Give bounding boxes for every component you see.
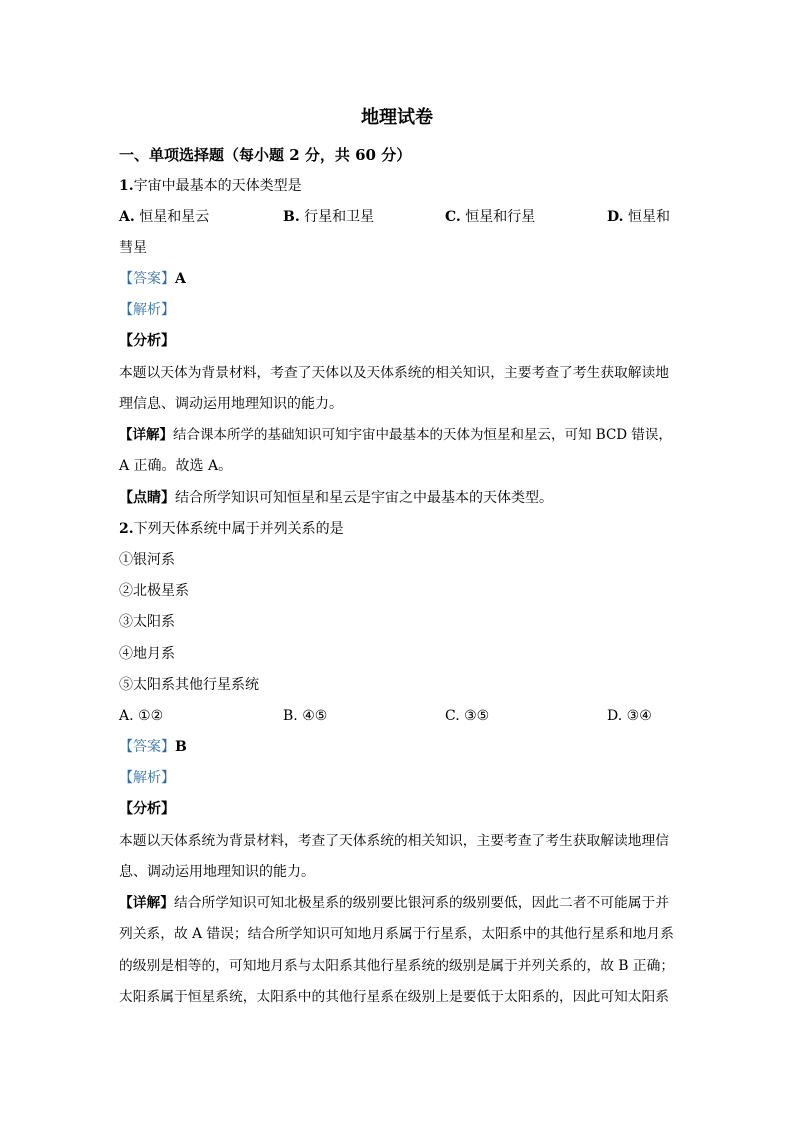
question-number: 1. — [119, 178, 134, 194]
option-letter: B. — [283, 209, 300, 225]
q2-item-1: ①银河系 — [119, 552, 175, 568]
detail-label: 【详解】 — [119, 427, 173, 443]
question-1-stem — [119, 176, 302, 196]
option-text: 恒星和行星 — [465, 209, 536, 225]
option-text: ①② — [138, 708, 164, 724]
q2-option-c — [445, 706, 489, 726]
q1-tip — [119, 488, 553, 508]
option-letter: D. — [607, 209, 624, 225]
q2-detail-2: 列关系，故 A 错误；结合所学知识可知地月系属于行星系，太阳系中的其他行星系和地月系 — [119, 926, 674, 942]
option-letter: A. — [119, 209, 135, 225]
option-letter: B. — [283, 708, 298, 724]
q2-item-2: ②北极星系 — [119, 583, 189, 599]
q2-fenxi-text-2: 息、调动运用地理知识的能力。 — [119, 864, 315, 880]
q1-analysis-label: 【解析】 — [119, 302, 175, 318]
q1-answer — [119, 269, 186, 289]
option-text: ③⑤ — [464, 708, 490, 724]
q2-option-d — [607, 706, 652, 726]
option-letter: D. — [607, 708, 623, 724]
option-text: ④⑤ — [302, 708, 328, 724]
q1-option-a — [119, 207, 209, 227]
q2-detail-4: 太阳系属于恒星系统，太阳系中的其他行星系在级别上是要低于太阳系的，因此可知太阳系 — [119, 989, 670, 1005]
q1-fenxi-text-2: 理信息、调动运用地理知识的能力。 — [119, 396, 343, 412]
q1-detail-2: A 正确。故选 A。 — [119, 458, 233, 474]
q2-detail-1 — [119, 893, 669, 913]
q2-item-5: ⑤太阳系其他行星系统 — [119, 677, 259, 693]
detail-label: 【详解】 — [119, 895, 175, 911]
q2-answer — [119, 737, 187, 757]
option-letter: A. — [119, 708, 134, 724]
q1-fenxi-text-1: 本题以天体为背景材料，考查了天体以及天体系统的相关知识，主要考查了考生获取解读地 — [119, 365, 670, 381]
q2-fenxi-label: 【分析】 — [119, 801, 175, 817]
q1-detail-1 — [119, 425, 672, 445]
answer-value: A — [175, 271, 186, 287]
tip-text: 结合所学知识可知恒星和星云是宇宙之中最基本的天体类型。 — [175, 490, 553, 506]
answer-label: 【答案】 — [119, 271, 175, 287]
q2-analysis-label: 【解析】 — [119, 770, 175, 786]
q2-detail-3: 的级别是相等的，可知地月系与太阳系其他行星系统的级别是属于并列关系的，故 B 正确； — [119, 958, 675, 974]
option-text: 恒星和星云 — [139, 209, 210, 225]
answer-label: 【答案】 — [119, 739, 175, 755]
option-letter: C. — [445, 209, 461, 225]
q1-option-c — [445, 207, 535, 227]
option-text: ③④ — [626, 708, 652, 724]
q2-item-3: ③太阳系 — [119, 614, 175, 630]
page-title: 地理试卷 — [361, 107, 433, 128]
question-number: 2. — [119, 521, 134, 537]
detail-text: 结合所学知识可知北极星系的级别要比银河系的级别要低，因此二者不可能属于并 — [174, 895, 670, 911]
q1-fenxi-label: 【分析】 — [119, 333, 175, 349]
q2-option-a — [119, 706, 163, 726]
option-letter: C. — [445, 708, 460, 724]
option-text: 恒星和 — [627, 209, 670, 225]
detail-text: 结合课本所学的基础知识可知宇宙中最基本的天体为恒星和星云，可知 BCD 错误， — [173, 427, 672, 443]
answer-value: B — [175, 739, 187, 755]
q1-option-d-continued: 彗星 — [119, 240, 147, 256]
q2-item-4: ④地月系 — [119, 646, 175, 662]
q1-option-d — [607, 207, 670, 227]
q1-option-b — [283, 207, 374, 227]
tip-label: 【点睛】 — [119, 490, 175, 506]
question-text: 宇宙中最基本的天体类型是 — [133, 178, 302, 194]
q2-fenxi-text-1: 本题以天体系统为背景材料，考查了天体系统的相关知识，主要考查了考生获取解读地理信 — [119, 833, 670, 849]
option-text: 行星和卫星 — [304, 209, 375, 225]
q2-option-b — [283, 706, 327, 726]
section-heading: 一、单项选择题（每小题 2 分，共 60 分） — [119, 146, 412, 164]
question-2-stem — [119, 519, 344, 539]
question-text: 下列天体系统中属于并列关系的是 — [133, 521, 344, 537]
